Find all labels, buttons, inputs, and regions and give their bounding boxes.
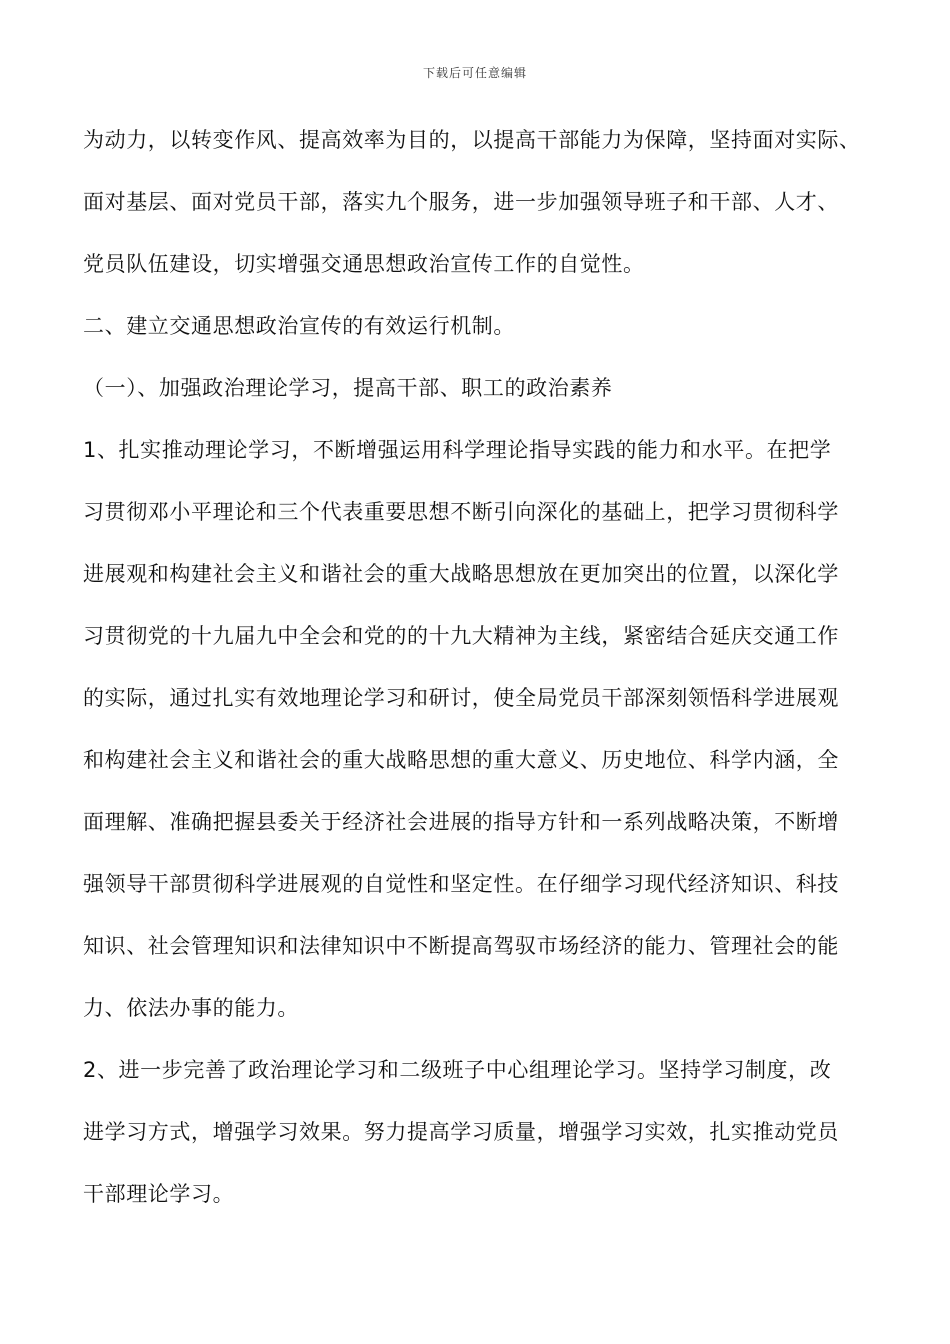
- text-line: 的实际，通过扎实有效地理论学习和研讨，使全局党员干部深刻领悟科学进展观: [83, 686, 839, 710]
- subsection-heading: （一）、加强政治理论学习，提高干部、职工的政治素养: [83, 376, 613, 400]
- text-line: 强领导干部贯彻科学进展观的自觉性和坚定性。在仔细学习现代经济知识、科技: [83, 872, 839, 896]
- text-line: 面理解、准确把握县委关于经济社会进展的指导方针和一系列战略决策，不断增: [83, 810, 839, 834]
- text-line: 知识、社会管理知识和法律知识中不断提高驾驭市场经济的能力、管理社会的能: [83, 934, 839, 958]
- section-heading: 二、建立交通思想政治宣传的有效运行机制。: [83, 314, 515, 338]
- document-body: [83, 109, 883, 1225]
- text-line: 面对基层、面对党员干部，落实九个服务，进一步加强领导班子和干部、人才、: [83, 190, 839, 214]
- text-line: 干部理论学习。: [83, 1182, 235, 1206]
- text-line: 进学习方式，增强学习效果。努力提高学习质量，增强学习实效，扎实推动党员: [83, 1120, 839, 1144]
- text-line: 习贯彻党的十九届九中全会和党的的十九大精神为主线，紧密结合延庆交通工作: [83, 624, 839, 648]
- text-line: 2、进一步完善了政治理论学习和二级班子中心组理论学习。坚持学习制度，改: [83, 1058, 832, 1082]
- text-line: 1、扎实推动理论学习，不断增强运用科学理论指导实践的能力和水平。在把学: [83, 438, 832, 462]
- text-line: 党员队伍建设，切实增强交通思想政治宣传工作的自觉性。: [83, 252, 645, 276]
- text-line: 和构建社会主义和谐社会的重大战略思想的重大意义、历史地位、科学内涵，全: [83, 748, 839, 772]
- text-line: 为动力，以转变作风、提高效率为目的，以提高干部能力为保障，坚持面对实际、: [83, 128, 861, 152]
- text-line: 习贯彻邓小平理论和三个代表重要思想不断引向深化的基础上，把学习贯彻科学: [83, 500, 839, 524]
- page-header-note: 下载后可任意编辑: [422, 66, 527, 80]
- text-line: 力、依法办事的能力。: [83, 996, 299, 1020]
- text-line: 进展观和构建社会主义和谐社会的重大战略思想放在更加突出的位置，以深化学: [83, 562, 839, 586]
